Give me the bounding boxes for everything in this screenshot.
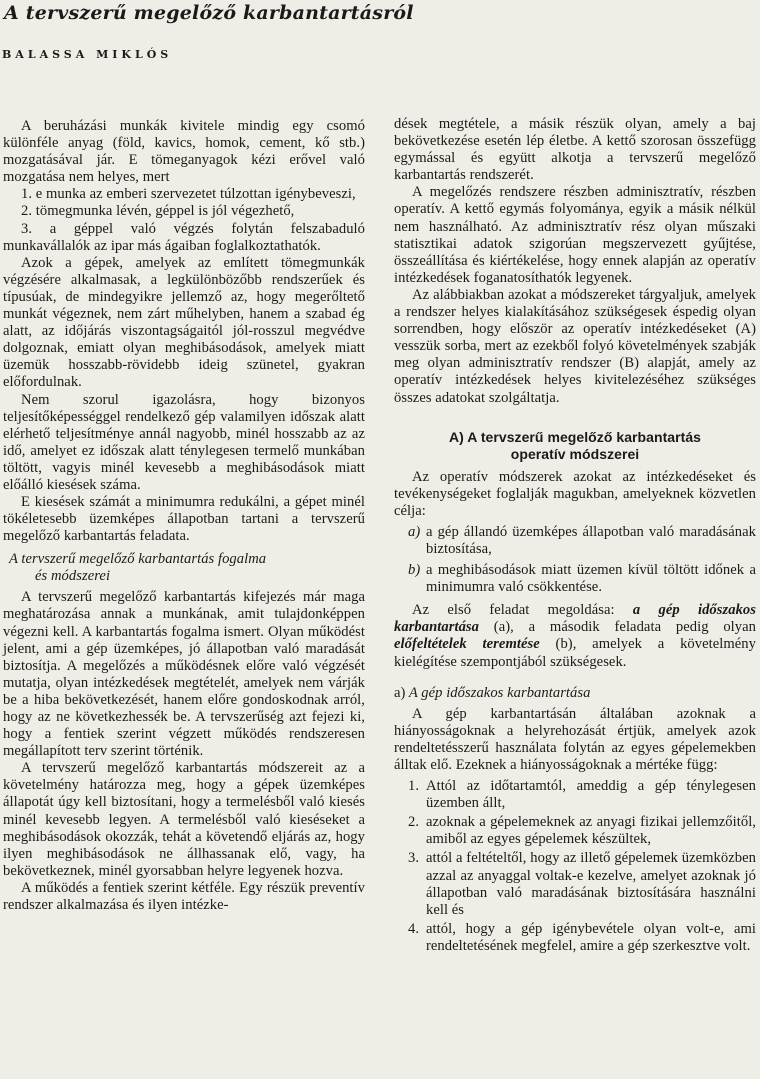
list-item: 3. a géppel való végzés folytán felszabaduló munkavállalók az ipar más ágaiban foglalkoztathatók.: [3, 220, 365, 254]
article-title: A tervszerű megelőző karbantartásról: [4, 2, 414, 24]
text-run: (b), amelyek a követelmény kielégítése szempontjából szükségesek.: [394, 636, 756, 670]
paragraph: A gép karbantartásán általában azoknak a hiányosságoknak a helyrehozását értjük, amelyek azok rendeltetésszerű használata folytán az egyes gépelemekben álltak elő. Ezeknek a hiányosságoknak a mértéke függ:: [394, 705, 756, 773]
section-subheading: [3, 551, 365, 585]
paragraph: A beruházási munkák kivitele mindig egy csomó különféle anyag (föld, kavics, homok, cement, kő stb.) mozgatásával jár. E tömeganyagok kézi erővel való mozgatása nem helyes, mert: [3, 118, 365, 186]
list-marker: 2.: [408, 814, 420, 831]
paragraph: A működés a fentiek szerint kétféle. Egy részük preventív rendszer alkalmazása és ilyen intézke-: [3, 879, 365, 914]
paragraph: A megelőzés rendszere részben adminisztratív, részben operatív. A kettő egymás folyománya, egyik a másik nélkül nem használható. Az adminisztratív rész olyan műszaki statisztikai adatok szigorúan megszervezett gyűjtése, összeállítása és kiértékelése, hogy ennek alapján az operatív intézkedések foganatosíthatók legyenek.: [394, 184, 756, 286]
list-item-text: azoknak a gépelemeknek az anyagi fizikai jellemzőitől, amiből az egyes gépelemek készültek,: [426, 814, 756, 848]
list-item-text: a meghibásodások miatt üzemen kívül töltött időnek a minimumra való csökkentése.: [426, 562, 756, 596]
list-item-text: attól, hogy a gép igénybevétele olyan volt-e, ami rendeltetésének megfelel, amire a gép szerkesztve volt.: [426, 920, 756, 954]
heading-line-2: operatív módszerei: [510, 445, 640, 462]
list-marker: 4.: [408, 920, 420, 937]
paragraph: Az alábbiakban azokat a módszereket tárgyaljuk, amelyek a rendszer helyes kialakításához szükségesek éspedig olyan sorrendben, hogy először az operatív intézkedéseket (A) vesszük sorba, mert az ezekből folyó követelmények szabják meg olyan adminisztratív rendszer (B) alapját, amely az operatív intézkedések helyes kivitelezéséhez szükséges összes adatokat szolgáltatja.: [394, 286, 756, 406]
subheading-line-1: A tervszerű megelőző karbantartás fogalma: [9, 551, 267, 568]
list-marker: b): [408, 562, 421, 579]
heading-line-1: A) A tervszerű megelőző karbantartás: [448, 428, 702, 445]
list-item: [394, 814, 756, 848]
emphasis: előfeltételek teremtése: [394, 636, 540, 653]
left-column: [3, 118, 365, 914]
list-item: [394, 524, 756, 558]
author-name: BALASSA MIKLÓS: [2, 48, 173, 61]
reasons-list: [3, 186, 365, 254]
list-item: 1. e munka az emberi szervezetet túlzottan igénybeveszi,: [21, 186, 356, 203]
list-item: 2. tömegmunka lévén, géppel is jól végezhető,: [21, 203, 295, 220]
paragraph: Az operatív módszerek azokat az intézkedéseket és tevékenységeket foglalják magukban, amelyeknek közvetlen célja:: [394, 468, 756, 519]
factors-list: [394, 778, 756, 955]
subheading-number: a): [394, 684, 406, 701]
text-run: Az első feladat megoldása:: [412, 602, 615, 619]
goals-list: [394, 524, 756, 596]
paragraph: Azok a gépek, amelyek az említett tömegmunkák végzésére alkalmasak, a legkülönbözőbb rendszerűek és típusúak, de mindegyikre jellemző az, hogy megerőltető munkát végeznek, nem zárt műhelyben, hanem a szabad ég alatt, az időjárás viszontagságaitól jól-rosszul megvédve dolgoznak, emiatt olyan meghibásodások, amelyek miatt üzemük hosszabb-rövidebb ideig szünetel, gyakran előfordulnak.: [3, 254, 365, 391]
paragraph: [394, 602, 756, 670]
subheading-line-2: és módszerei: [35, 568, 111, 585]
list-item-text: Attól az időtartamtól, ameddig a gép ténylegesen üzemben állt,: [426, 778, 756, 812]
list-item: [394, 921, 756, 955]
paragraph: A tervszerű megelőző karbantartás kifejezés már maga meghatározása annak a munkának, amit tulajdonképpen végezni kell. A karbantartás fogalma ismert. Olyan működést jelent, ami a gép üzemképes, jó állapotban való maradását biztosítja. A megelőzés a működésnek előre való végzését mutatja, olyan intézkedések megtételét, amelyek nem várják be a hiba bekövetkezését, hanem előre gondoskodnak arról, hogy az ne következhessék be. A tervszerűség azt fejezi ki, hogy a fentiek szerint végzett működés rendszeresen megállapított terv szerint történik.: [3, 589, 365, 760]
list-marker: a): [408, 523, 421, 540]
list-item: [394, 778, 756, 812]
text-run: (a), a második feladata pedig olyan: [493, 619, 757, 636]
section-subheading: [394, 685, 756, 702]
list-item: [394, 850, 756, 918]
list-item-text: attól a feltételtől, hogy az illető gépelemek üzemközben azzal az anyaggal voltak-e kezelve, amelyet azoknak jó állapotban való maradásának biztosítására használni kell és: [426, 850, 756, 918]
list-marker: 1.: [408, 778, 420, 795]
paragraph: A tervszerű megelőző karbantartás módszereit az a követelmény határozza meg, hogy a gépek üzemképes állapotát úgy kell biztosítani, hogy a termelésből való kiesés minél kevesebb legyen. A termelésből való kieséseket a meghibásodások okozzák, tehát a követendő eljárás az, hogy ilyen meghibásodások ne állhassanak elő, vagy, ha bekövetkeznek, minél gyorsabban helyre legyenek hozva.: [3, 760, 365, 879]
right-column: [394, 116, 756, 959]
list-marker: 3.: [408, 850, 420, 867]
subheading-text: A gép időszakos karbantartása: [408, 684, 591, 701]
paragraph: Nem szorul igazolásra, hogy bizonyos teljesítőképességgel rendelkező gép valamilyen időszak alatt elérhető teljesítménye annál nagyobb, minél hosszabb az az idő, amelyet ez időszak alatt ténylegesen termelő munkában töltött, vagyis minél kevesebb a meghibásodások miatt előálló kiesések száma.: [3, 391, 365, 493]
section-heading: [394, 429, 756, 463]
emphasis: a gép időszakos karbantartása: [394, 602, 757, 636]
list-item: [394, 562, 756, 596]
list-item-text: a gép állandó üzemképes állapotban való maradásának biztosítása,: [426, 523, 756, 557]
paragraph: dések megtétele, a másik részük olyan, amely a baj bekövetkezése esetén lép életbe. A kettő szorosan összefügg egymással és együtt alkotja a tervszerű megelőző karbantartás rendszerét.: [394, 116, 756, 184]
paragraph: E kiesések számát a minimumra redukálni, a gépet minél tökéletesebb üzemképes állapotban tartani a tervszerű megelőző karbantartás feladata.: [3, 494, 365, 545]
